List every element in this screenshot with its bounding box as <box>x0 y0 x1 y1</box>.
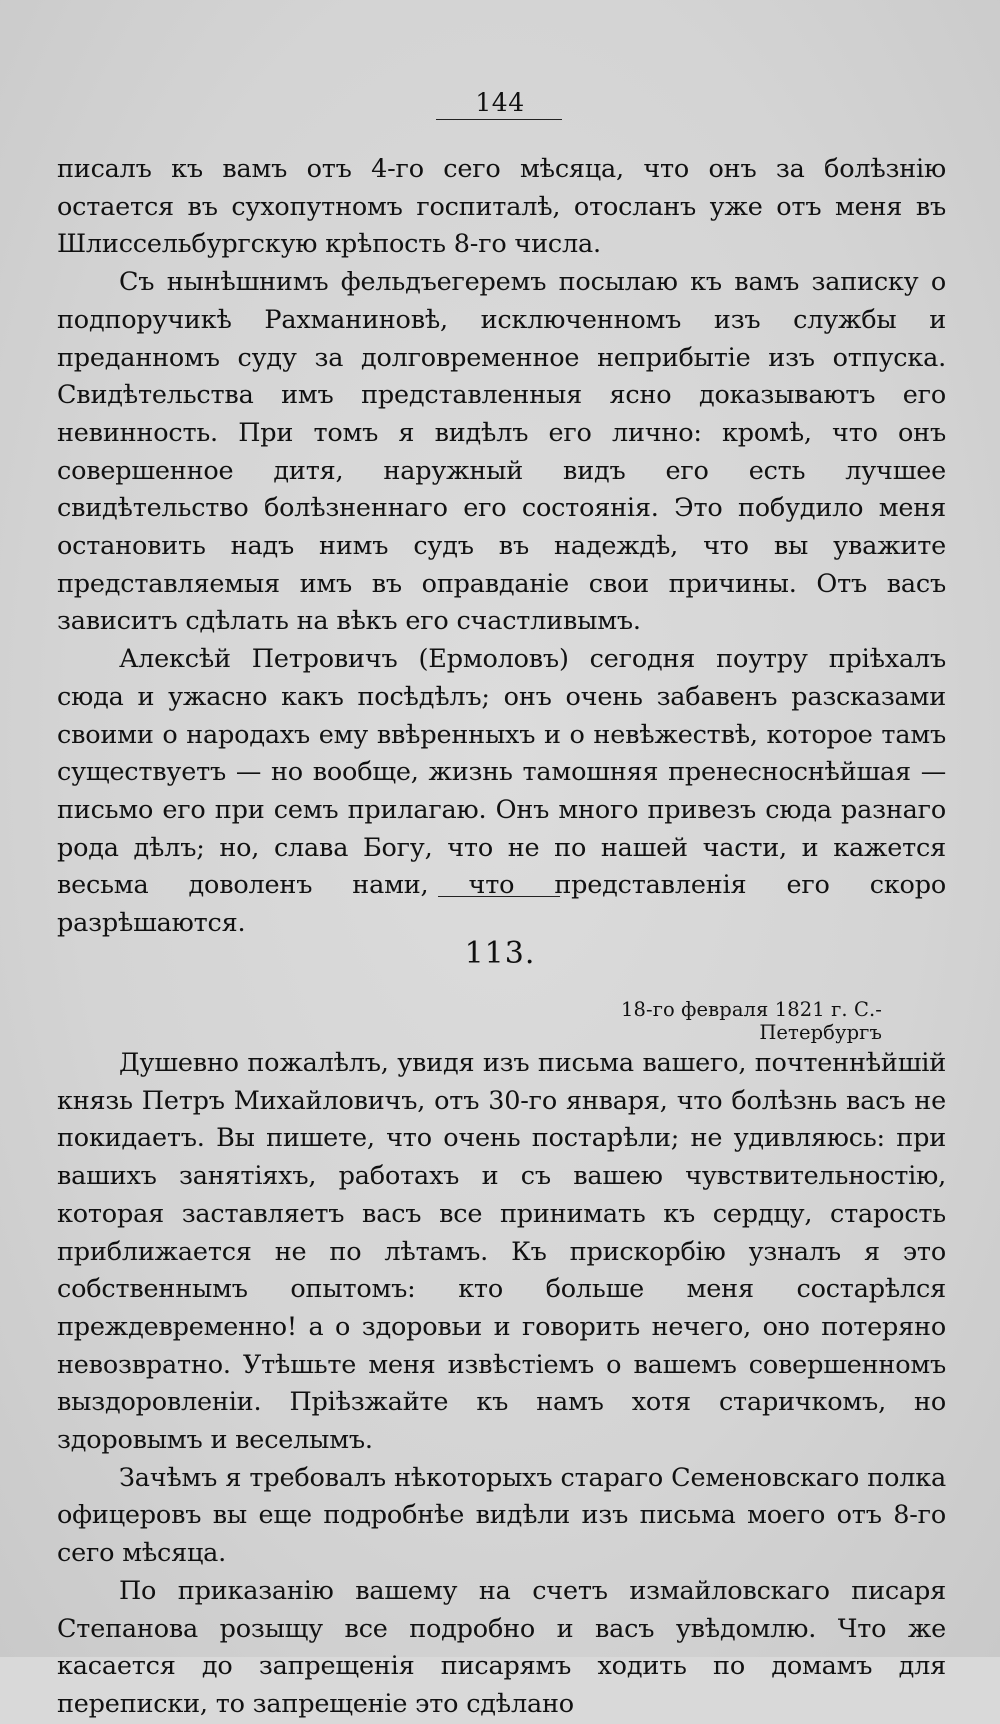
paragraph: Зачѣмъ я требовалъ нѣкоторыхъ стараго Семеновскаго полка офицеровъ вы еще подробнѣе видѣли изъ письма моего отъ 8-го сего мѣсяца. <box>57 1462 946 1569</box>
letter-date-place: 18-го февраля 1821 г. С.-Петербургъ <box>621 998 882 1044</box>
paragraph: Алексѣй Петровичъ (Ермоловъ) сегодня поутру пріѣхалъ сюда и ужасно какъ посѣдѣлъ; онъ очень забавенъ разсказами своими о народахъ ему ввѣренныхъ и о невѣжествѣ, которое тамъ существуетъ — но вообще, жизнь тамошняя пренесноснѣйшая — письмо его при семъ прилагаю. Онъ много привезъ сюда разнаго рода дѣлъ; но, слава Богу, что не по нашей части, и кажется весьма доволенъ нами, что представленія его скоро разрѣшаются. <box>57 644 946 939</box>
paragraph: По приказанію вашему на счетъ измайловскаго писаря Степанова розыщу все подробно и васъ увѣдомлю. Что же касается до запрещенія писарямъ ходить по домамъ для переписки, то запрещеніе это сдѣлано <box>57 1575 946 1719</box>
page-number: 144 <box>475 88 525 117</box>
paragraph: Душевно пожалѣлъ, увидя изъ письма вашего, почтеннѣйшій князь Петръ Михайловичъ, отъ 30-го января, что болѣзнь васъ не покидаетъ. Вы пишете, что очень постарѣли; не удивляюсь: при вашихъ занятіяхъ, работахъ и съ вашею чувствительностію, которая заставляетъ васъ все принимать къ сердцу, старость приближается не по лѣтамъ. Къ прискорбію узналъ я это собственнымъ опытомъ: кто больше меня состарѣлся преждевременно! а о здоровьи и говорить нечего, оно потеряно невозвратно. Утѣшьте меня извѣстіемъ о вашемъ совершенномъ выздоровленіи. Пріѣзжайте къ намъ хотя старичкомъ, но здоровымъ и веселымъ. <box>57 1048 946 1456</box>
paragraph: Съ нынѣшнимъ фельдъегеремъ посылаю къ вамъ записку о подпоручикѣ Рахманиновѣ, исключенномъ изъ службы и преданномъ суду за долговременное неприбытіе изъ отпуска. Свидѣтельства имъ представленныя ясно доказываютъ его невинность. При томъ я видѣлъ его лично: кромѣ, что онъ совершенное дитя, наружный видъ его есть лучшее свидѣтельство болѣзненнаго его состоянія. Это побудило меня остановить надъ нимъ судъ въ надеждѣ, что вы уважите представляемыя имъ въ оправданіе свои причины. Отъ васъ зависитъ сдѣлать на вѣкъ его счастливымъ. <box>57 267 946 637</box>
letter-body <box>57 1045 946 1724</box>
letter-number: 113. <box>464 936 536 971</box>
paragraph: писалъ къ вамъ отъ 4-го сего мѣсяца, что онъ за болѣзнію остается въ сухопутномъ госпиталѣ, отосланъ уже отъ меня въ Шлиссельбургскую крѣпость 8-го числа. <box>57 154 946 260</box>
continuation-text <box>57 151 946 943</box>
section-divider <box>438 896 560 897</box>
header-rule <box>436 119 562 120</box>
